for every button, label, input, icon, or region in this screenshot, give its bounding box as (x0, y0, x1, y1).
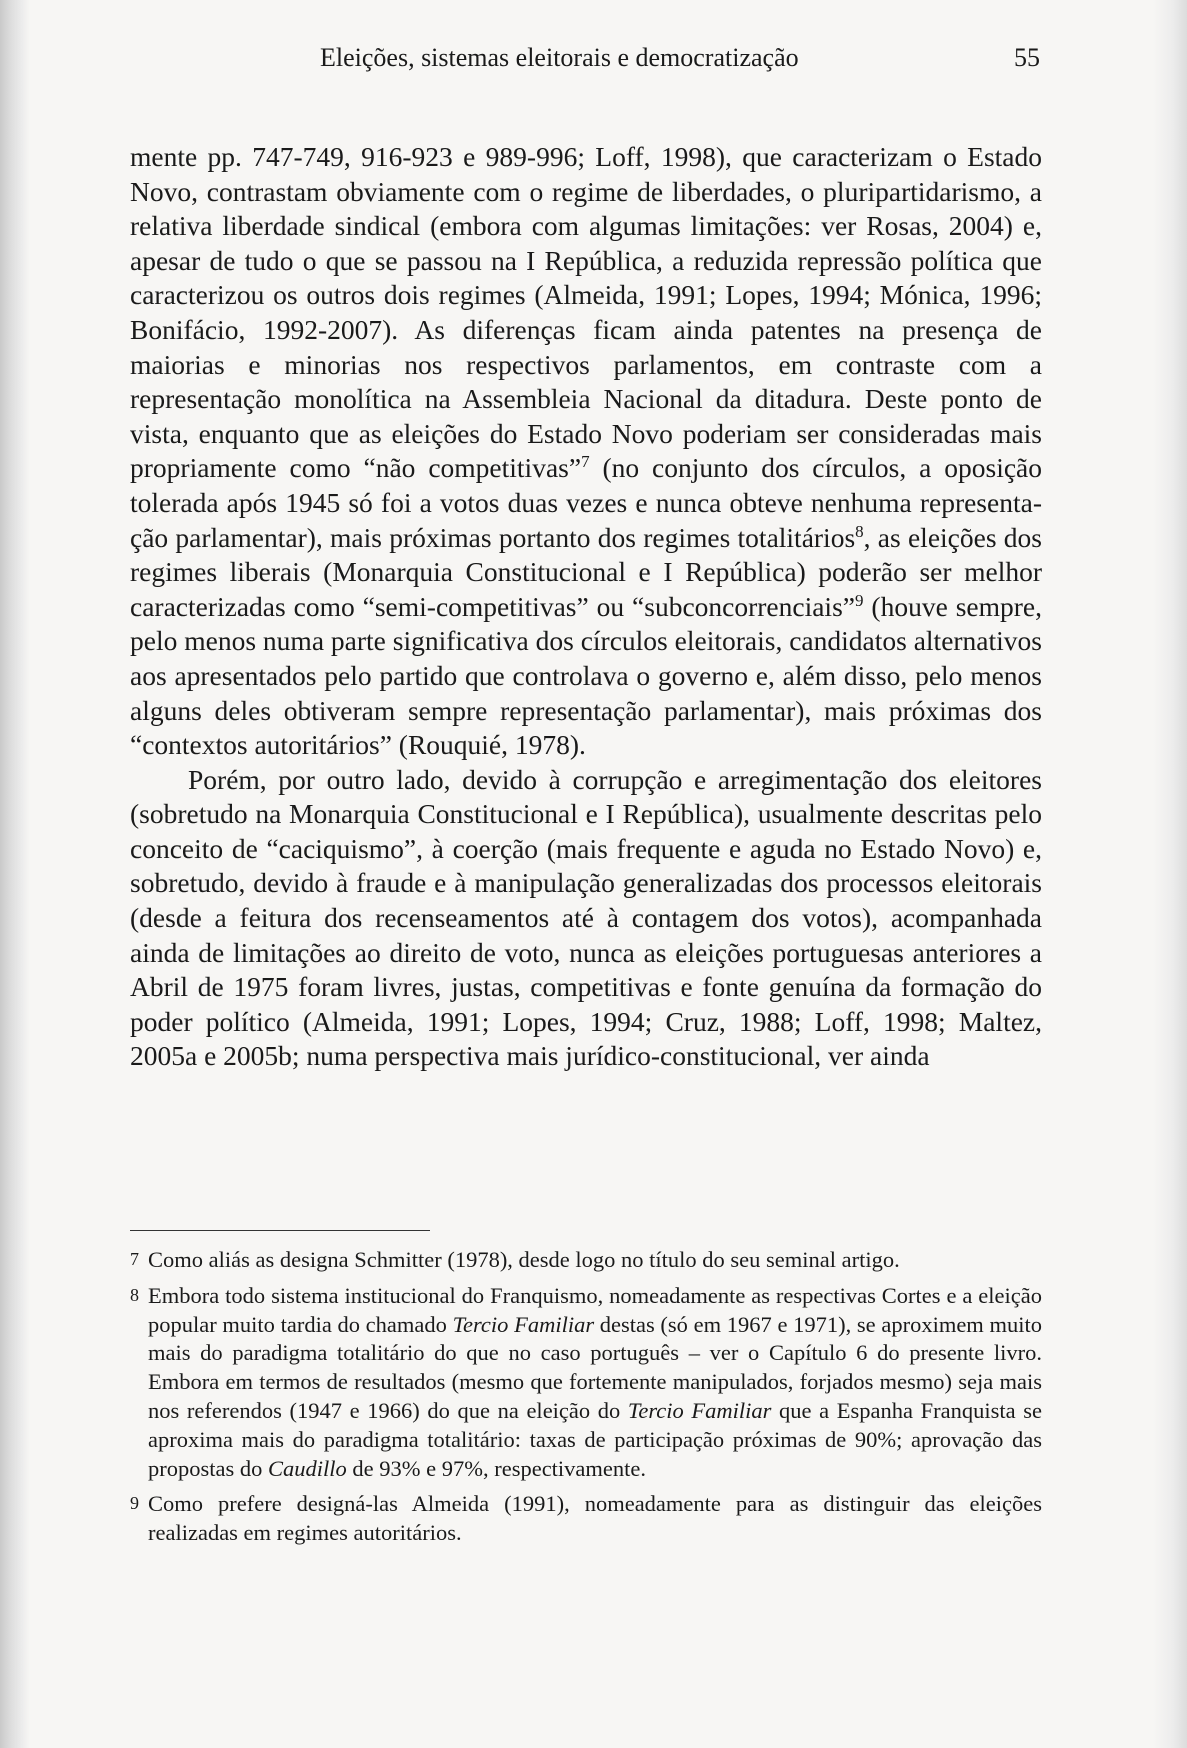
footnote-text: Como aliás as designa Schmitter (1978), desde logo no título do seu seminal artigo. (148, 1247, 900, 1272)
scan-shadow-right (1153, 0, 1187, 1748)
paragraph-1-part-1: mente pp. 747-749, 916-923 e 989-996; Loff, 1998), que caracterizam o Estado Novo, contrastam obviamente com o regime de liberdades, o pluripartidarismo, a relativa liberdade sindical (embora com algumas limitações: ver Rosas, 2004) e, apesar de tudo o que se passou na I República, a reduzida repressão política que caracterizou os outros dois regimes (Almeida, 1991; Lopes, 1994; Mónica, 1996; Bonifácio, 1992-2007). As diferenças ficam ainda patentes na presença de maiorias e minorias nos respectivos parlamentos, em contraste com a representação monolítica na Assembleia Nacional da ditadura. Deste ponto de vista, enquanto que as eleições do Estado Novo poderiam ser consideradas mais propriamente como “não competitivas” (130, 141, 1042, 484)
footnote-text: Embora todo sistema institucional do Franquismo, nomeadamente as respectivas Cortes e a eleição popular muito tardia do chamado (148, 1282, 1042, 1337)
paragraph-1-part-4: (houve sempre, pelo menos numa parte significativa dos círculos eleitorais, candidatos alternativos aos apresentados pelo partido que controlava o governo e, além disso, pelo menos alguns deles obtiveram sempre representação parlamentar), mais próximas dos “contextos autoritários” (Rouquié, 1978). (130, 590, 1042, 761)
footnote-text: destas (só em 1967 e 1971), se aproximem muito mais do paradigma totalitário do que no caso português – ver o Capítulo 6 do presente livro. Embora em termos de resultados (mesmo que fortemente manipulados, forjados mesmo) seja mais nos referendos (1947 e 1966) do que na eleição do (148, 1311, 1042, 1423)
paragraph-1 (130, 140, 1042, 763)
footnote-text: que a Espanha Franquista se aproxima mais do paradigma totalitário: taxas de participação próximas de 90%; aprovação das propostas do (148, 1397, 1042, 1481)
footnote-separator (130, 1230, 430, 1231)
footnotes (130, 1245, 1042, 1554)
paragraph-2: Porém, por outro lado, devido à corrupção e arregimentação dos eleitores (sobretudo na Monarquia Constitucional e I República), usualmente descritas pelo conceito de “caciquismo”, à coerção (mais frequente e aguda no Estado Novo) e, sobretudo, devido à fraude e à manipulação generalizadas dos processos eleitorais (desde a feitura dos recenseamentos até à contagem dos votos), acompanhada ainda de limitações ao direito de voto, nunca as eleições portuguesas anteriores a Abril de 1975 foram livres, justas, competitivas e fonte genuína da formação do poder político (Almeida, 1991; Lopes, 1994; Cruz, 1988; Loff, 1998; Maltez, 2005a e 2005b; numa perspectiva mais jurídico-constitucional, ver ainda (130, 763, 1042, 1072)
footnote-ref-7: 7 (581, 452, 590, 472)
running-title: Eleições, sistemas eleitorais e democratização (320, 43, 799, 72)
body-text (130, 140, 1042, 1074)
footnote-number: 8 (130, 1284, 139, 1305)
footnote-italic: Tercio Familiar (452, 1311, 595, 1337)
footnote-italic: Tercio Familiar (627, 1397, 772, 1423)
running-header (130, 40, 1040, 76)
scan-shadow-left (0, 0, 30, 1748)
footnote-number: 7 (130, 1249, 139, 1269)
footnote-italic: Caudillo (268, 1455, 347, 1481)
footnote-number: 9 (130, 1493, 139, 1514)
footnote-ref-9: 9 (854, 590, 864, 610)
paragraph-1-part-3: , as eleições dos regimes liberais (Monarquia Constitucional e I República) poderão ser melhor caracterizadas como “semi-competitivas” ou “subconcorrenciais” (130, 521, 1042, 622)
footnote-9 (130, 1489, 1042, 1548)
paragraph-1-part-2: (no conjunto dos círculos, a oposição tolerada após 1945 só foi a votos duas vezes e nunca obteve nenhuma representação parlamentar), mais próximas portanto dos regimes totalitários (130, 452, 1043, 553)
footnote-text: Como prefere designá-las Almeida (1991), nomeadamente para as distinguir das eleições realizadas em regimes autoritários. (148, 1491, 1042, 1546)
page-number: 55 (1014, 43, 1040, 72)
footnote-ref-8: 8 (855, 521, 864, 541)
footnote-text: de 93% e 97%, respectivamente. (346, 1455, 647, 1481)
footnote-7 (130, 1245, 1042, 1275)
footnote-8 (130, 1281, 1042, 1484)
